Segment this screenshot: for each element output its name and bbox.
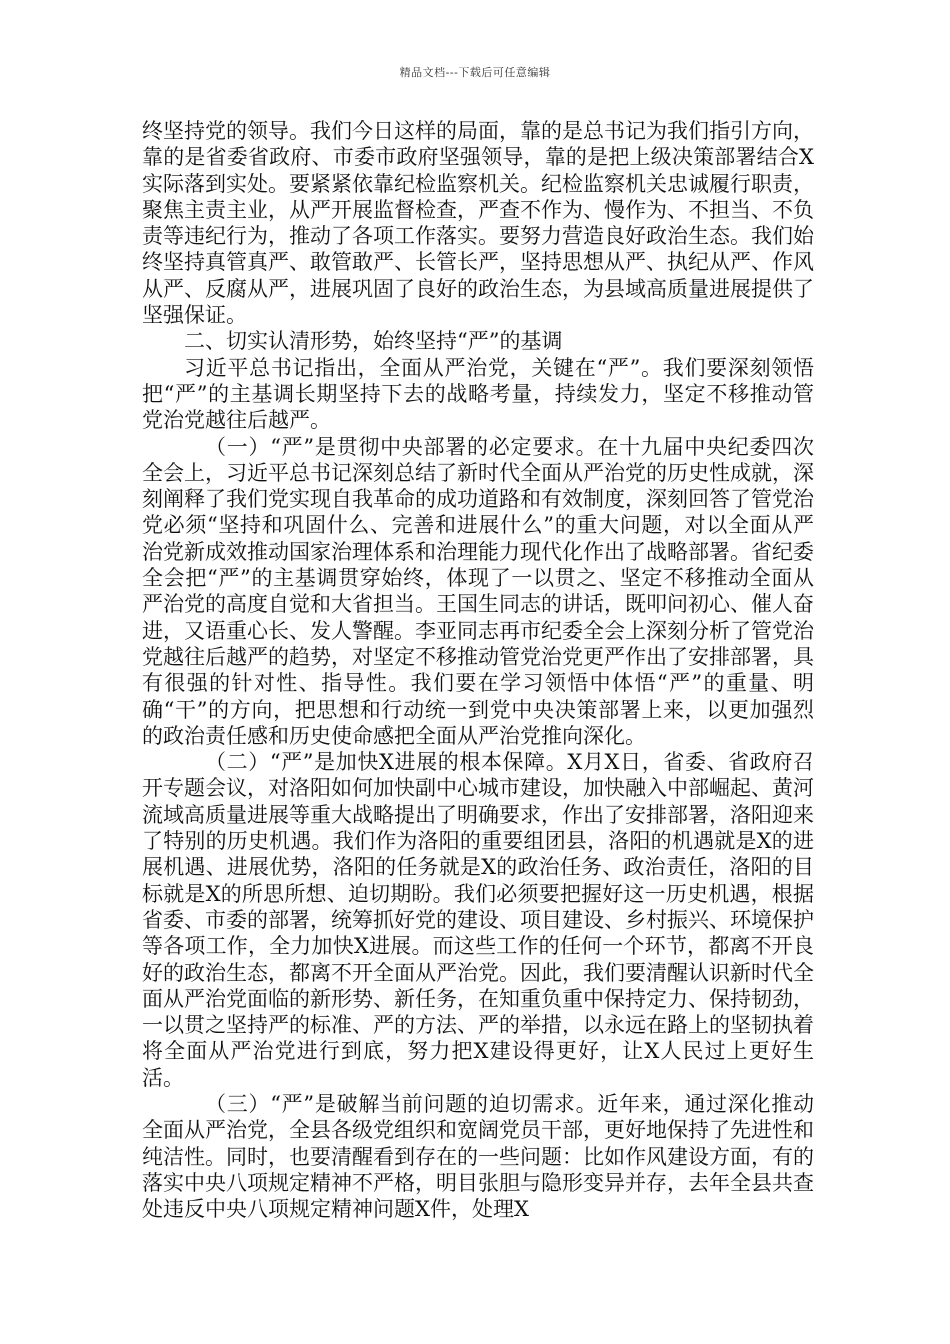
paragraph: （三）“严”是破解当前问题的迫切需求。近年来，通过深化推动全面从严治党，全县各级党组织和宽阔党员干部，更好地保持了先进性和纯洁性。同时，也要清醒看到存在的一些问题：比如作风建设方面，有的落实中央八项规定精神不严格，明目张胆与隐形变异并存，去年全县共查处违反中央八项规定精神问题X件，处理X	[142, 1091, 814, 1222]
page-header: 精品文档---下载后可任意编辑	[399, 66, 551, 79]
document-body	[142, 118, 814, 1222]
section-heading: 二、切实认清形势，始终坚持“严”的基调	[184, 329, 563, 354]
paragraph: （一）“严”是贯彻中央部署的必定要求。在十九届中央纪委四次全会上，习近平总书记深刻总结了新时代全面从严治党的历史性成就，深刻阐释了我们党实现自我革命的成功道路和有效制度，深刻回答了管党治党必须“坚持和巩固什么、完善和进展什么”的重大问题，对以全面从严治党新成效推动国家治理体系和治理能力现代化作出了战略部署。省纪委全会把“严”的主基调贯穿始终，体现了一以贯之、坚定不移推动全面从严治党的高度自觉和大省担当。王国生同志的讲话，既叩问初心、催人奋进，又语重心长、发人警醒。李亚同志再市纪委全会上深刻分析了管党治党越往后越严的趋势，对坚定不移推动管党治党更严作出了安排部署，具有很强的针对性、指导性。我们要在学习领悟中体悟“严”的重量、明确“干”的方向，把思想和行动统一到党中央决策部署上来，以更加强烈的政治责任感和历史使命感把全面从严治党推向深化。	[142, 434, 814, 748]
paragraph: 习近平总书记指出，全面从严治党，关键在“严”。我们要深刻领悟把“严”的主基调长期坚持下去的战略考量，持续发力，坚定不移推动管党治党越往后越严。	[142, 355, 814, 433]
paragraph: （二）“严”是加快X进展的根本保障。X月X日，省委、省政府召开专题会议，对洛阳如何加快副中心城市建设，加快融入中部崛起、黄河流域高质量进展等重大战略提出了明确要求，作出了安排部署，洛阳迎来了特别的历史机遇。我们作为洛阳的重要组团县，洛阳的机遇就是X的进展机遇、进展优势，洛阳的任务就是X的政治任务、政治责任，洛阳的目标就是X的所思所想、迫切期盼。我们必须要把握好这一历史机遇，根据省委、市委的部署，统筹抓好党的建设、项目建设、乡村振兴、环境保护等各项工作，全力加快X进展。而这些工作的任何一个环节，都离不开良好的政治生态，都离不开全面从严治党。因此，我们要清醒认识新时代全面从严治党面临的新形势、新任务，在知重负重中保持定力、保持韧劲，一以贯之坚持严的标准、严的方法、严的举措，以永远在路上的坚韧执着将全面从严治党进行到底，努力把X建设得更好，让X人民过上更好生活。	[142, 750, 814, 1090]
paragraph-continuation: 终坚持党的领导。我们今日这样的局面，靠的是总书记为我们指引方向，靠的是省委省政府、市委市政府坚强领导，靠的是把上级决策部署结合X实际落到实处。要紧紧依靠纪检监察机关。纪检监察机关忠诚履行职责，聚焦主责主业，从严开展监督检查，严查不作为、慢作为、不担当、不负责等违纪行为，推动了各项工作落实。要努力营造良好政治生态。我们始终坚持真管真严、敢管敢严、长管长严，坚持思想从严、执纪从严、作风从严、反腐从严，进展巩固了良好的政治生态，为县域高质量进展提供了坚强保证。	[142, 119, 814, 328]
